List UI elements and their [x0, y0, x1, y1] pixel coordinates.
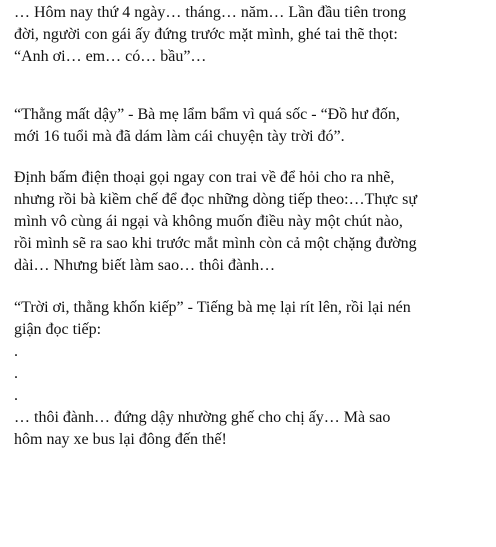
ellipsis-dot: . [14, 343, 18, 360]
text-line: “Trời ơi, thằng khốn kiếp” - Tiếng bà mẹ lại rít lên, rồi lại nén [14, 299, 411, 316]
paragraph-2 [14, 104, 486, 148]
text-line: giận đọc tiếp: [14, 321, 102, 338]
text-line: nhưng rồi bà kiềm chế để đọc những dòng tiếp theo:…Thực sự [14, 191, 418, 208]
paragraph-3 [14, 167, 486, 277]
text-line: mình vô cùng ái ngại và không muốn điều này một chút nào, [14, 213, 403, 230]
ellipsis-dot: . [14, 365, 18, 382]
text-line: “Thằng mất dậy” - Bà mẹ lẩm bẩm vì quá sốc - “Đồ hư đốn, [14, 106, 400, 123]
text-line: rồi mình sẽ ra sao khi trước mắt mình còn cả một chặng đường [14, 235, 417, 252]
text-line: đời, người con gái ấy đứng trước mặt mình, ghé tai thẽ thọt: [14, 26, 398, 43]
text-line: mới 16 tuổi mà đã dám làm cái chuyện tày trời đó”. [14, 128, 345, 145]
paragraph-4 [14, 297, 486, 451]
text-line: … thôi đành… đứng dậy nhường ghế cho chị ấy… Mà sao [14, 409, 391, 426]
ellipsis-dot: . [14, 387, 18, 404]
text-line: hôm nay xe bus lại đông đến thế! [14, 431, 227, 448]
text-line: dài… Nhưng biết làm sao… thôi đành… [14, 257, 276, 274]
text-line: “Anh ơi… em… có… bầu”… [14, 48, 207, 65]
paragraph-gap [14, 68, 486, 90]
text-line: Định bấm điện thoại gọi ngay con trai về để hỏi cho ra nhẽ, [14, 169, 395, 186]
paragraph-1 [14, 0, 486, 68]
text-line: … Hôm nay thứ 4 ngày… tháng… năm… Lần đầu tiên trong [14, 4, 407, 21]
